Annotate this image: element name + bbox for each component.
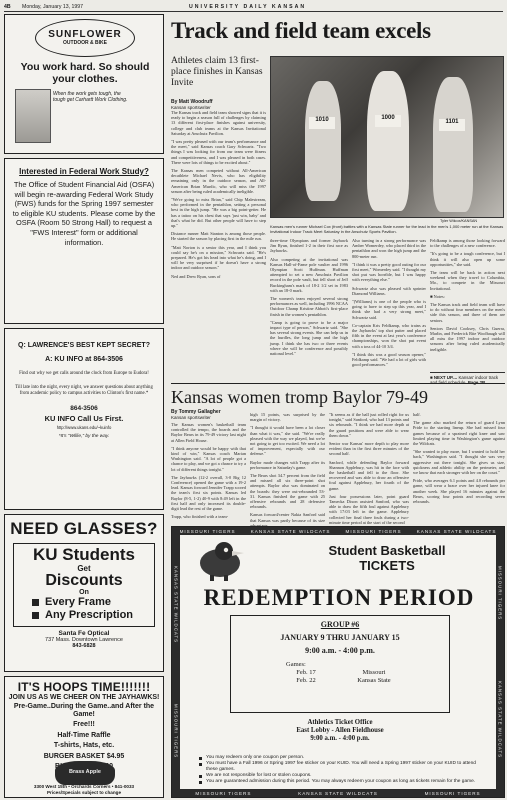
games-list	[231, 661, 449, 685]
federal-work-study-ad	[4, 158, 164, 324]
strip-text: MISSOURI TIGERS	[345, 528, 402, 534]
runner-figure	[433, 77, 473, 212]
runner-bib: 1010	[309, 117, 335, 129]
glasses-phone: 843-6828	[72, 643, 96, 649]
paragraph: Distance runner Matt Stanton is among those people. He started the season by placing first in the mile run.	[171, 231, 266, 242]
paragraph: The Kansas men competed without All-American decathlete Michael Nevis, who has eligibility remaining only in the outdoor season, and All-American Brian Murdic, who will miss the 1997 season after being ruled academically ineligible.	[171, 168, 266, 194]
paragraph: Co-captain Kris Feldkamp, who trains as the Jayhawks' top shot putter and placed fifth in the event at last year's conference championships, won the shot put event with a toss of 44-10 3/4.	[352, 322, 426, 349]
tickets-title	[282, 543, 492, 573]
photo-caption: Kansas men's runner Michael Cox (front) battles with a Kansas State runner for the lead in the men's 1,000 meter run at the Kansas Invitational Indoor Track Meet Saturday in the Anschutz Sports Pavilion.	[270, 224, 504, 234]
fed-heading: Interested in Federal Work Study?	[19, 167, 149, 176]
note-item: You must have a Fall 1996 or Spring 1997 fee sticker on your KUID. You will need a Spring 1997 sticker on your KUID to attend these games.	[198, 761, 488, 773]
ku-info-ad	[4, 328, 164, 510]
group-hours: 9:00 a.m. - 4:00 p.m.	[305, 646, 375, 655]
ad-bottom-strip	[172, 789, 504, 797]
paragraph: "She wanted to play more, but I wanted to hold her back," Washington said. "I thought she was very aggressive out there tonight. She gives us size, quickness and athletic ability on the perimeter, and we know that each stronger with her on the court."	[413, 449, 505, 476]
paragraph: Schwartz also was pleased with sprinter Diamond Williams.	[352, 285, 426, 296]
paragraph: The Kansas women's basketball team controlled the tempo, the boards and the Baylor Bears in its 79-49 victory last night at Allen Field House.	[171, 422, 246, 443]
fed-body: The Office of Student Financial Aid (OSFA) will begin re-awarding Federal Work Study (FWS) funds for the Spring 1997 semester to eligible KU students. Please come by the OSFA (Room 50 Strong Hall) to request a "FWS Interest" form or additional information.	[12, 180, 156, 247]
paragraph: Seniors David Cooksey, Chris Guerra, Marlin, and Frederick Rite Woolbaugh will all miss the 1997 indoor and outdoor seasons after being ruled academically ineligible.	[430, 325, 505, 352]
hoops-line1: JOIN US AS WE CHEER ON THE JAYHAWKS!	[8, 694, 160, 701]
paragraph: half.	[413, 412, 421, 417]
jayhawk-logo-icon	[194, 539, 246, 581]
hoops-address: 3300 West 15th • Orchards Corners • 841-0033	[33, 784, 135, 789]
group-dates: JANUARY 9 THRU JANUARY 15	[280, 633, 400, 642]
strip-text: KANSAS STATE WILDCATS	[298, 790, 378, 796]
glasses-ad	[4, 514, 164, 672]
tickets-title-line1: Student Basketball	[328, 543, 446, 558]
glasses-address: 737 Mass. Downtown Lawrence	[45, 637, 123, 643]
paragraph: "Camp is going to prove to be a major impact type of person," Schwartz said. "She has several strong events. She can help us in the hurdles, the long jump and the high jump. I think she has two or three events where she will be conference and possibly national level."	[270, 319, 348, 357]
ad-left-strip	[172, 535, 180, 789]
track-byline-role: Kansan sportswriter	[171, 105, 211, 110]
paragraph: Feldkamp is among those looking forward to the challenges of a new conference.	[430, 238, 505, 249]
sunflower-logo-text: SUNFLOWER	[48, 29, 122, 40]
runner-figure	[367, 71, 409, 211]
sunflower-logo-sub: OUTDOOR & BIKE	[63, 40, 107, 46]
track-byline-name: By Matt Woodruff	[171, 99, 213, 105]
tickets-title-line2: TICKETS	[359, 558, 415, 573]
sunflower-tagline: When the work gets tough, the tough get Carhartt Work Clothing.	[53, 91, 128, 103]
paragraph: The Bears shot 34.7 percent from the field and missed all six three-point shot attempts. Baylor also was dominated on the boards: they were out-rebounded 53-31. Kansas finished the game with 25 offensive rebounds and 28 defensive rebounds.	[250, 473, 325, 510]
glasses-get: Get	[77, 564, 91, 573]
workwear-photo	[15, 89, 51, 143]
info-phone: 864-3506	[70, 405, 98, 412]
paragraph: Kansas forward/center Nakia Sanford said that Kansas was partly because of its size	[250, 512, 325, 523]
hoops-headline: IT'S HOOPS TIME!!!!!!!	[17, 680, 151, 694]
info-callus: KU INFO Call Us First.	[44, 414, 124, 423]
hoops-footer	[5, 784, 163, 795]
game-team: Missouri	[362, 669, 386, 676]
women-byline-role: Kansan sportswriter	[171, 415, 211, 420]
strip-text: MISSOURI TIGERS	[173, 704, 179, 759]
hoops-line3: Free!!!	[73, 721, 95, 728]
page-header	[4, 2, 503, 12]
hoops-line2: Pre-Game..During the Game..and After the Game!	[13, 703, 155, 718]
ticket-office	[230, 719, 450, 743]
games-label: Games:	[286, 661, 306, 668]
group-number: GROUP #6	[320, 620, 360, 629]
hoops-line5: T-shirts, Hats, etc.	[53, 742, 115, 749]
brass-apple-logo: Brass Apple	[55, 761, 115, 785]
runner-bib: 1101	[439, 119, 465, 131]
ticket-notes	[198, 755, 488, 785]
office-line3: 9:00 a.m. - 4:00 p.m.	[310, 735, 370, 742]
game-date: Feb. 17	[296, 669, 316, 676]
info-footnote: *It's "Willie," by the way.	[58, 434, 110, 439]
section-divider	[171, 383, 505, 384]
paragraph: "I think anyone would be happy with that kind of win," Kansas coach Marian Washington said. "A lot of people got a chance to play, and we got a chance to try a lot of different things tonight."	[171, 445, 246, 472]
bullet-square-icon	[32, 612, 39, 619]
ad-top-strip	[172, 527, 504, 535]
note-item: We are not responsible for lost or stolen coupons.	[198, 773, 488, 779]
page-number: 4B	[4, 4, 11, 10]
paragraph: Just four possessions later, point guard Tamecka Dixon assisted Sanford, who was able to draw the fifth foul against Applebury with 17:03 left in the game. Applebury collected her final three fouls during a two-minute time period at the start of the second	[329, 493, 409, 525]
hoops-line6: BURGER BASKET $4.95	[43, 752, 125, 760]
paragraph: "I think it was a pretty good outing for our first meet," Womerdey said. "I thought my shot put was horrible, but I was happy with everything else."	[352, 261, 426, 283]
office-line1: Athletics Ticket Office	[307, 719, 373, 726]
track-column-4	[430, 238, 505, 362]
sunflower-logo	[35, 19, 135, 57]
women-byline-name: By Tommy Gallagher	[171, 409, 221, 415]
glasses-store: Santa Fe Optical	[58, 630, 110, 637]
strip-text: MISSOURI TIGERS	[195, 790, 252, 796]
paragraph: Senior war Kansas' more depth to play more evident than in the first three minutes of the second half.	[329, 441, 409, 457]
track-headline: Track and field team excels	[171, 18, 431, 43]
women-column-1	[171, 422, 246, 522]
group-box	[230, 615, 450, 713]
paragraph: The game also marked the return of guard Lynn Pride to the starting lineup. She had missed four games because of a sprained right knee and saw limited playing time in Washington's game against the Wildcats.	[413, 420, 505, 447]
bullet-square-icon	[32, 599, 39, 606]
redemption-heading: REDEMPTION PERIOD	[203, 585, 475, 610]
paragraph: "(Williams) is one of the people who is going to have to step up this year, and I think she had a very strong meet," Schwartz said.	[352, 299, 426, 320]
track-column-3	[352, 238, 426, 368]
student-basketball-ad	[171, 526, 505, 798]
glasses-row2-text: Any Prescription	[45, 609, 134, 621]
paragraph: Ned and Drew Ryan, sons of	[171, 273, 221, 279]
photo-credit: Tyler Wilcox/KANSAN	[440, 219, 478, 223]
paragraph: The Jayhawks (12-2 overall, 3-0 Big 12 Conference) opened the game with a 19-2 lead. Kansas forward Jennifer Trapp scored the team's first six points. Kansas led Baylor (8-5, 1-2) 40-9 with 8:49 left in the first half and only increased its double-digit lead the rest of the game.	[171, 474, 246, 512]
left-ad-column	[4, 14, 164, 798]
strip-text: KANSAS STATE WILDCATS	[250, 528, 331, 534]
note-item: You may redeem only one coupon per person.	[198, 755, 488, 761]
strip-text: KANSAS STATE WILDCATS	[173, 565, 179, 643]
paragraph: high 15 points, was surprised by the margin of victory.	[250, 412, 325, 423]
hoops-line4: Half-Time Raffle	[57, 731, 111, 739]
info-answer: A: KU INFO at 864-3506	[45, 356, 123, 363]
paragraph: The Kansas track and field team showed signs that it is ready to begin a season full of challenges by claiming 13 different first-place finishes against university, college and club teams at the Kansas Invitational Saturday at Anschutz Pavilion.	[171, 110, 266, 136]
paragraph: Also turning in a strong performance was Amber Womerdey, who placed third in the pentathlon and won the high jump and the 800-meter run.	[352, 238, 426, 259]
women-column-4	[413, 412, 505, 522]
strip-text: MISSOURI TIGERS	[179, 528, 236, 534]
paragraph: Sanford, while defending Baylor forward Shannon Applebury, was hit in the face with the basketball and fell to the floor. She recovered and was able to draw an offensive foul against Applebury, her fourth of the game.	[329, 459, 409, 491]
paragraph: "It's going to be a tough conference, but I think it will also open up some opportunities," she said.	[430, 251, 505, 267]
strip-text: MISSOURI TIGERS	[497, 565, 503, 620]
track-column-1	[171, 110, 266, 360]
paragraph: The Kansas track and field team will have to do without four members on the men's side this season, and three of them are seniors.	[430, 302, 505, 323]
info-url: http://www.ukans.edu/~kuinfo	[56, 425, 112, 430]
paragraph: "We're going to miss Brian," said Chip Malestream, who performed in the pentathlon, setting a personal best in the high jump. "He was a big point-getter. He has a tattoo on his chest that says 'just win, baby' and that's what he did. But other people will have to step up."	[171, 197, 266, 229]
glasses-discounts: Discounts	[45, 572, 123, 589]
runner-bib: 1000	[375, 115, 401, 127]
runner-figure	[305, 81, 341, 201]
paragraph: "Matt Norton is a senior this year, and I think you could say he's on a mission," Schwartz said. "He's prepared. He's got his head into what he's doing, and I will be very surprised if he doesn't have a strong indoor and outdoor season."	[171, 244, 266, 271]
track-byline	[171, 100, 266, 110]
women-column-3	[329, 412, 409, 525]
glasses-headline: NEED GLASSES?	[5, 519, 163, 539]
paragraph: "I think this was a good season opener," Feldkamp said. "We had a lot of girls with good performances."	[352, 351, 426, 368]
track-photo	[270, 56, 504, 218]
next-up-text: Kansas' indoor track and field schedule.	[430, 375, 499, 385]
office-line2: East Lobby - Allen Fieldhouse	[296, 727, 384, 734]
women-column-2	[250, 412, 325, 522]
info-sub1: Find out why we get calls around the clock from Europe to Eudora!	[19, 371, 149, 376]
note-item: You are guaranteed admission during this period. You may always redeem your coupon as long as tickets remain for the game.	[198, 779, 488, 785]
paragraph: Pride, who averages 6.1 points and 4.0 rebounds per game, will wear a brace over her injured knee for another week. She played 16 minutes against the Bears, scoring four points and recording seven rebounds.	[413, 478, 505, 505]
info-question: Q: LAWRENCE'S BEST KEPT SECRET?	[18, 342, 150, 349]
glasses-row1-text: Every Frame	[45, 596, 112, 608]
sunflower-ad	[4, 14, 164, 154]
track-column-2	[270, 238, 348, 362]
paragraph: Baylor made changes with Trapp after its performance in Saturday's game.	[250, 459, 325, 470]
hoops-disclaimer: Prices/Specials subject to change	[46, 789, 122, 795]
paragraph: Trapp, who finished with a team-	[171, 514, 229, 520]
game-team: Kansas State	[357, 677, 391, 684]
glasses-ku: KU Students	[33, 545, 135, 564]
notes-label: ■ Notes:	[430, 293, 445, 299]
strip-text: KANSAS STATE WILDCATS	[416, 528, 497, 534]
sunflower-headline: You work hard. So should your clothes.	[20, 61, 150, 85]
next-up-page: Page 2B	[467, 380, 486, 385]
paragraph: three-time Olympians and former Jayhawk Jim Ryun, finished 1-2 in their first race as Jayhawks.	[270, 238, 348, 254]
strip-text: KANSAS STATE WILDCATS	[497, 681, 503, 759]
glasses-on: On	[79, 589, 89, 596]
paragraph: Also competing at the invitational was Kansas Hall-of-Fame pole vaulter and 1996 Olympian Scott Huffman. Huffman attempted to set a new Anschutz Pavilion record in the pole vault, but fell short of Jeff Buckingham's mark of 18-2 1/2 set in 1983 with an 18-0 mark.	[270, 256, 348, 293]
paragraph: The women's team enjoyed several strong performances as well, including 1996 NCAA Outdoor Champ Kristine Abbott's first-place finish in the women's pentathlon.	[270, 296, 348, 317]
paragraph: The team will be back in action next weekend when they travel to Columbia, Mo., to compete in the Missouri Invitational.	[430, 270, 505, 291]
glasses-offer-box	[13, 543, 155, 627]
issue-date: Monday, January 13, 1997	[22, 4, 84, 10]
game-date: Feb. 22	[296, 677, 316, 684]
paragraph: "I was pretty pleased with our team's performance and the meet," said Kansas coach Gary Schwartz. "Two things I was looking for from our team were fitness and competitiveness, and I was pleased in both cases. There were lots of things to be excited about."	[171, 139, 266, 165]
paragraph: "I thought it would have been a lot closer than what it was," she said. "We're really pleased with the way we played, but we're not going to get too excited. We need a lot of improvement, especially with our defense."	[250, 425, 325, 457]
next-up-label: ■ NEXT UP....	[430, 375, 458, 380]
paper-name: UNIVERSITY DAILY KANSAN	[189, 4, 307, 10]
strip-text: MISSOURI TIGERS	[424, 790, 481, 796]
paragraph: "It seems as if the ball just rolled right for us tonight," said Sanford, who had 13 points and six rebounds. "I think we had more depth at the guard positions and were able to wear them down."	[329, 412, 409, 438]
hoops-ad	[4, 676, 164, 798]
track-deck: Athletes claim 13 first-place finishes in Kansas Invite	[171, 56, 263, 88]
glasses-row-prescription	[18, 609, 150, 622]
women-headline: Kansas women tromp Baylor 79-49	[171, 387, 428, 407]
ad-right-strip	[496, 535, 504, 789]
info-sub2: Till late into the night, every night, we answer questions about anything from academic policy to campus activities to Clinton's first name.*	[15, 385, 153, 396]
glasses-row-frame	[18, 596, 150, 609]
